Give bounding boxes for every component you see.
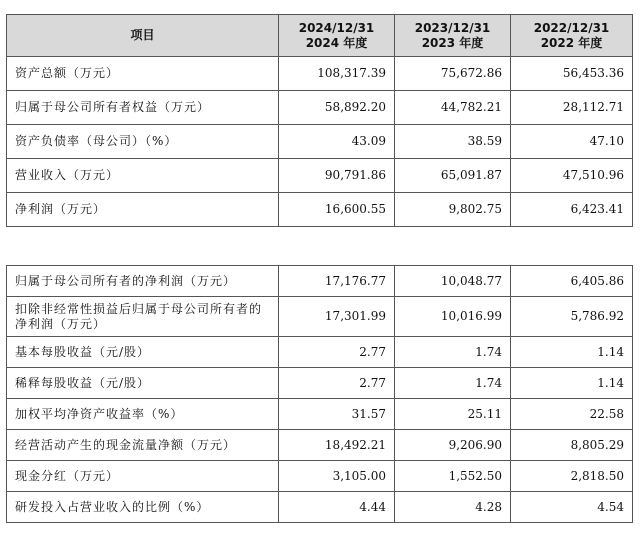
value-2024: 18,492.21: [279, 430, 395, 461]
header-2023-year: 2023 年度: [421, 35, 484, 50]
header-item: 项目: [7, 15, 279, 57]
value-2024: 17,301.99: [279, 297, 395, 337]
value-2022: 2,818.50: [511, 461, 633, 492]
header-2023-date: 2023/12/31: [414, 20, 491, 35]
table-row: [7, 430, 633, 461]
table-row: [7, 368, 633, 399]
value-2023: 25.11: [395, 399, 511, 430]
row-label: 稀释每股收益（元/股）: [7, 368, 279, 399]
table-row: [7, 492, 633, 523]
row-label: 基本每股收益（元/股）: [7, 337, 279, 368]
row-label: 营业收入（万元）: [7, 159, 279, 193]
table-row: [7, 125, 633, 159]
table-row: [7, 337, 633, 368]
header-2022: [511, 15, 633, 57]
row-label: 现金分红（万元）: [7, 461, 279, 492]
value-2022: 1.14: [511, 337, 633, 368]
header-2024-year: 2024 年度: [305, 35, 368, 50]
table-row: [7, 399, 633, 430]
value-2023: 1.74: [395, 368, 511, 399]
value-2024: 31.57: [279, 399, 395, 430]
table-row: [7, 193, 633, 227]
value-2023: 4.28: [395, 492, 511, 523]
value-2023: 38.59: [395, 125, 511, 159]
value-2024: 17,176.77: [279, 266, 395, 297]
value-2023: 44,782.21: [395, 91, 511, 125]
value-2024: 108,317.39: [279, 57, 395, 91]
header-2022-year: 2022 年度: [540, 35, 603, 50]
value-2024: 58,892.20: [279, 91, 395, 125]
value-2023: 9,802.75: [395, 193, 511, 227]
row-label: 研发投入占营业收入的比例（%）: [7, 492, 279, 523]
table-row: [7, 57, 633, 91]
row-label: 经营活动产生的现金流量净额（万元）: [7, 430, 279, 461]
value-2023: 10,048.77: [395, 266, 511, 297]
financial-table-bottom: [6, 265, 633, 523]
value-2022: 56,453.36: [511, 57, 633, 91]
value-2023: 10,016.99: [395, 297, 511, 337]
header-2023: [395, 15, 511, 57]
header-row: [7, 15, 633, 57]
row-label: 扣除非经常性损益后归属于母公司所有者的净利润（万元）: [7, 297, 279, 337]
row-label: 归属于母公司所有者权益（万元）: [7, 91, 279, 125]
row-label: 资产负债率（母公司）（%）: [7, 125, 279, 159]
header-2022-date: 2022/12/31: [533, 20, 610, 35]
row-label: 资产总额（万元）: [7, 57, 279, 91]
value-2024: 4.44: [279, 492, 395, 523]
value-2022: 6,423.41: [511, 193, 633, 227]
table-row: [7, 91, 633, 125]
value-2024: 2.77: [279, 368, 395, 399]
value-2024: 3,105.00: [279, 461, 395, 492]
value-2022: 8,805.29: [511, 430, 633, 461]
value-2022: 47.10: [511, 125, 633, 159]
value-2022: 28,112.71: [511, 91, 633, 125]
value-2024: 2.77: [279, 337, 395, 368]
value-2022: 22.58: [511, 399, 633, 430]
header-2024: [279, 15, 395, 57]
table-row: [7, 159, 633, 193]
table-row: [7, 266, 633, 297]
row-label: 净利润（万元）: [7, 193, 279, 227]
value-2022: 5,786.92: [511, 297, 633, 337]
row-label: 加权平均净资产收益率（%）: [7, 399, 279, 430]
value-2023: 75,672.86: [395, 57, 511, 91]
header-2024-date: 2024/12/31: [298, 20, 375, 35]
row-label: 归属于母公司所有者的净利润（万元）: [7, 266, 279, 297]
table-row: [7, 297, 633, 337]
value-2022: 1.14: [511, 368, 633, 399]
value-2024: 43.09: [279, 125, 395, 159]
value-2023: 1.74: [395, 337, 511, 368]
value-2023: 65,091.87: [395, 159, 511, 193]
value-2022: 47,510.96: [511, 159, 633, 193]
value-2022: 6,405.86: [511, 266, 633, 297]
value-2023: 1,552.50: [395, 461, 511, 492]
value-2023: 9,206.90: [395, 430, 511, 461]
value-2024: 90,791.86: [279, 159, 395, 193]
value-2022: 4.54: [511, 492, 633, 523]
table-row: [7, 461, 633, 492]
value-2024: 16,600.55: [279, 193, 395, 227]
financial-table-top: [6, 14, 633, 227]
